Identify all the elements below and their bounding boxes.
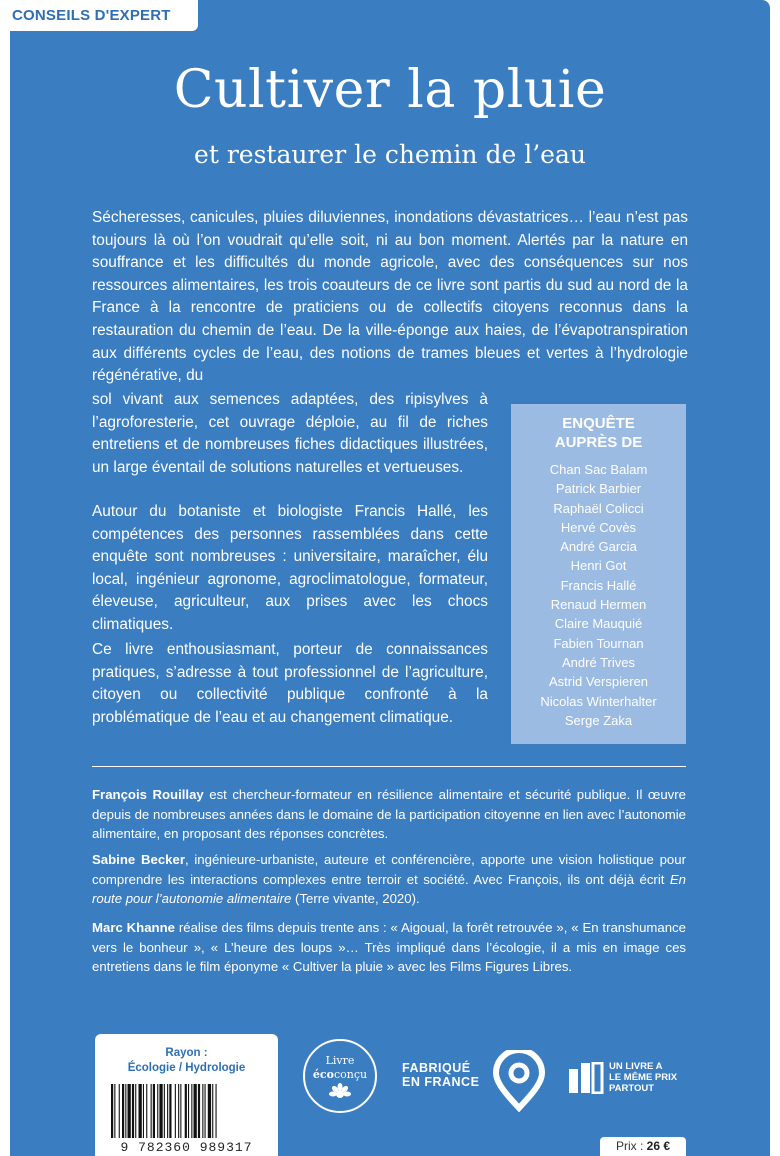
barcode-bar [151,1084,152,1138]
fabrique-line1: FABRIQUÉ [402,1061,471,1075]
un-livre-label [609,1061,677,1094]
contributor-name: Francis Hallé [560,577,637,593]
eco-text [300,1054,380,1082]
eco-concu-logo [300,1036,380,1116]
author-bio-khanne [92,918,686,977]
rayon-title: Rayon : [165,1047,208,1059]
isbn-digits: 9 782360 989317 [120,1140,253,1155]
barcode-bar [135,1084,136,1138]
contributor-name: Renaud Hermen [550,597,647,613]
barcode-bar [153,1084,155,1138]
eco-line2: éco [312,1068,334,1081]
barcode-bar [216,1084,217,1138]
author-name: Marc Khanne [92,920,175,935]
barcode-bar [167,1084,168,1138]
barcode-bar [139,1084,142,1138]
book-subtitle: et restaurer le chemin de l’eau [194,140,586,169]
author-bio-becker [92,850,686,909]
barcode-bar [157,1084,158,1138]
author-bio-text: , ingénieure-urbaniste, auteure et conférencière, apporte une vision holistique pour comprendre les interactions complexes entre terroir et société. Avec François, ils ont déjà écrit [92,852,686,887]
author-bio-text: réalise des films depuis trente ans : « Aigoual, la forêt retrouvée », « En transhumance vers le bonheur », « L’heure des loups »… Très impliqué dans l’écologie, il a mis en image ces entretiens dans le film éponyme « Cultiver la pluie » avec les Films Figures Libres. [92,920,686,974]
barcode-bar [191,1084,192,1138]
unlivre-line3: PARTOUT [609,1083,655,1094]
barcode-bar [159,1084,162,1138]
barcode-bar [198,1084,200,1138]
unlivre-line1: UN LIVRE A [609,1061,663,1072]
barcode-bar [114,1084,115,1138]
enquete-heading [511,414,686,452]
book-title: Cultiver la pluie [173,60,607,120]
barcode-bar [146,1084,147,1138]
price-value: 26 € [646,1139,671,1153]
contributor-name: Patrick Barbier [555,481,642,497]
barcode-bar [125,1084,126,1138]
summary-paragraph-2: Autour du botaniste et biologiste Francis Hallé, les compétences des personnes rassemblées dans cette enquête sont nombreuses : universitaire, maraîcher, élu local, ingénieur agronome, agroclimatologue, formateur, éleveuse, agriculteur, aux prises avec les chocs climatiques. [92,503,488,633]
unlivre-line2: LE MÊME PRIX [609,1072,678,1083]
author-bio-text-tail: (Terre vivante, 2020). [291,891,420,906]
barcode-bar [194,1084,197,1138]
summary-paragraph-1: Sécheresses, canicules, pluies diluviennes, inondations dévastatrices… l’eau n’est pas toujours là où l’on voudrait qu’elle soit, ni au bon moment. Alertés par la nature en souffrance et les difficultés du monde agricole, avec des conséquences sur nos ressources alimentaires, les trois coauteurs de ce livre sont partis du sud au nord de la France à la rencontre de praticiens ou de collectifs citoyens reconnus dans la restauration du chemin de l’eau. De la ville-éponge aux haies, de l’évapotranspiration aux différents cycles de l’eau, des notions de trames bleues et vertes à l’hydrologie régénérative, du [92,209,688,385]
eco-line3: conçu [333,1068,368,1081]
contributor-name: Nicolas Winterhalter [540,693,657,709]
barcode-bar [178,1084,179,1138]
barcode-bar [111,1084,113,1138]
price-label: Prix : [615,1139,647,1153]
contributor-name: Fabien Tournan [553,635,644,651]
barcode-bar [143,1084,144,1138]
contributor-name: André Trives [562,654,635,670]
barcode-bar [180,1084,181,1138]
enquete-box [511,404,686,744]
contributor-name: Chan Sac Balam [549,462,648,477]
author-bio-rouillay [92,785,686,844]
rayon-value: Écologie / Hydrologie [127,1062,246,1074]
barcode-bars [101,1084,272,1140]
section-divider [92,766,686,767]
barcode-bar [205,1084,206,1138]
barcode-bar [164,1084,165,1138]
fabrique-line2: EN FRANCE [402,1075,480,1089]
summary-paragraph-1-continued: sol vivant aux semences adaptées, des ripisylves à l’agroforesterie, cet ouvrage déploie, au fil de riches entretiens et de nombreuses fiches didactiques illustrées, un large éventail de solutions naturelles et vertueuses. [92,391,488,476]
contributor-name: Henri Got [570,558,627,574]
contributor-list [511,460,686,730]
barcode-bar [169,1084,171,1138]
contributor-name: Astrid Verspieren [549,674,648,690]
location-pin-icon [490,1050,548,1112]
collection-badge: CONSEILS D'EXPERT [0,0,198,31]
barcode-bar [175,1084,176,1138]
barcode-card [95,1034,278,1156]
barcode-bar [188,1084,189,1138]
summary-paragraph-3: Ce livre enthousiasmant, porteur de connaissances pratiques, s’adresse à tout professionnel de l’agriculture, citoyen ou collectivité publique confronté à la problématique de l’eau et au changement climatique. [92,641,488,726]
eco-line1: Livre [325,1054,355,1067]
barcode-bar [212,1084,213,1138]
rayon-label [95,1046,278,1076]
author-name: Sabine Becker [92,852,185,867]
fabrique-en-france-label [402,1061,479,1089]
contributor-name: Hervé Covès [560,519,637,535]
barcode-bar [122,1084,124,1138]
price-tag [600,1137,686,1156]
barcode-bar [132,1084,134,1138]
author-name: François Rouillay [92,787,204,802]
enquete-heading-line2: AUPRÈS DE [554,434,643,451]
cover-edge [770,0,780,1156]
book-price-icon [568,1062,604,1094]
author-bio-text: est chercheur-formateur en résilience alimentaire et sécurité publique. Il œuvre depuis de nombreuses années dans le domaine de la participation citoyenne en lien avec l’autonomie alimentaire, en proposant des réponses concrètes. [92,787,686,841]
barcode-bar [202,1084,203,1138]
contributor-name: Claire Mauquié [554,616,643,632]
barcode-bar [208,1084,211,1138]
barcode-bar [185,1084,187,1138]
contributor-name: André Garcia [560,539,637,555]
barcode-bar [119,1084,120,1138]
contributor-name: Serge Zaka [564,712,633,728]
barcode-bar [128,1084,131,1138]
book-reference: En route pour l’autonomie alimentaire [92,871,686,906]
contributor-name: Raphaël Colicci [553,500,644,516]
enquete-heading-line1: ENQUÊTE [562,415,635,432]
